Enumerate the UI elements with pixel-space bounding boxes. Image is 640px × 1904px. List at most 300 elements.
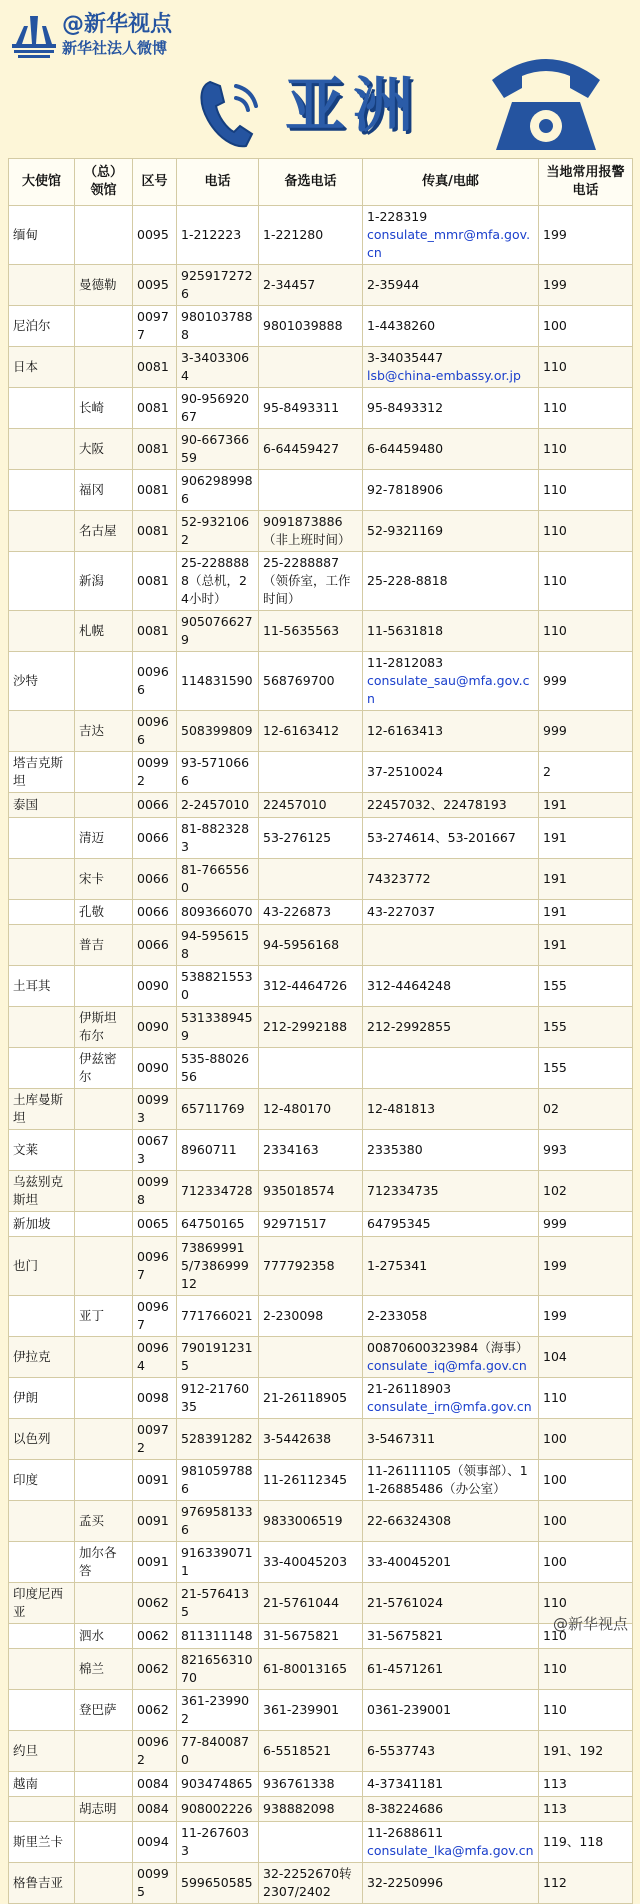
embassy-cell: 越南: [9, 1772, 75, 1797]
alt-phone-cell: 43-226873: [259, 900, 363, 925]
alt-phone-cell: 95-8493311: [259, 388, 363, 429]
police-cell: 110: [539, 1690, 633, 1731]
fax-email-cell: [363, 206, 539, 265]
fax-value: 2335380: [367, 1142, 423, 1157]
alt-phone-cell: 777792358: [259, 1237, 363, 1296]
phone-cell: 809366070: [177, 900, 259, 925]
consulate-cell: 大阪: [75, 429, 133, 470]
phone-cell: 52-9321062: [177, 511, 259, 552]
police-cell: 100: [539, 1501, 633, 1542]
embassy-cell: [9, 1007, 75, 1048]
phone-cell: 3-34033064: [177, 347, 259, 388]
police-cell: 191: [539, 900, 633, 925]
phone-cell: 77-8400870: [177, 1731, 259, 1772]
fax-value: 61-4571261: [367, 1661, 444, 1676]
fax-email-cell: [363, 793, 539, 818]
table-row: [9, 818, 633, 859]
consulate-cell: 胡志明: [75, 1797, 133, 1822]
area-code-cell: 0095: [133, 206, 177, 265]
embassy-cell: [9, 711, 75, 752]
table-row: [9, 900, 633, 925]
fax-email-cell: [363, 900, 539, 925]
fax-email-cell: [363, 1690, 539, 1731]
police-cell: 199: [539, 265, 633, 306]
fax-email-cell: [363, 859, 539, 900]
fax-email-cell: [363, 265, 539, 306]
phone-cell: 8960711: [177, 1130, 259, 1171]
embassy-cell: 乌兹别克斯坦: [9, 1171, 75, 1212]
phone-cell: 94-5956158: [177, 925, 259, 966]
phone-cell: 81-8823283: [177, 818, 259, 859]
alt-phone-cell: 2334163: [259, 1130, 363, 1171]
fax-email-cell: [363, 652, 539, 711]
fax-email-cell: [363, 1501, 539, 1542]
table-row: [9, 1007, 633, 1048]
embassy-cell: [9, 611, 75, 652]
police-cell: 110: [539, 1583, 633, 1624]
phone-cell: 11-2676033: [177, 1822, 259, 1863]
alt-phone-cell: 3-5442638: [259, 1419, 363, 1460]
embassy-cell: [9, 1690, 75, 1731]
alt-phone-cell: [259, 1337, 363, 1378]
phone-cell: 9259172726: [177, 265, 259, 306]
col-embassy: 大使馆: [9, 159, 75, 206]
consulate-cell: 加尔各答: [75, 1542, 133, 1583]
embassy-cell: [9, 1649, 75, 1690]
table-row: [9, 306, 633, 347]
email-link[interactable]: consulate_irn@mfa.gov.cn: [367, 1399, 532, 1414]
alt-phone-cell: 212-2992188: [259, 1007, 363, 1048]
area-code-cell: 0095: [133, 265, 177, 306]
police-cell: 110: [539, 470, 633, 511]
phone-cell: 908002226: [177, 1797, 259, 1822]
area-code-cell: 00962: [133, 1731, 177, 1772]
embassy-cell: [9, 1048, 75, 1089]
fax-email-cell: [363, 1583, 539, 1624]
alt-phone-cell: [259, 1822, 363, 1863]
alt-phone-cell: 25-2288887（领侨室，工作时间）: [259, 552, 363, 611]
embassy-cell: 缅甸: [9, 206, 75, 265]
police-cell: 112: [539, 1863, 633, 1904]
col-phone: 电话: [177, 159, 259, 206]
embassy-cell: 土耳其: [9, 966, 75, 1007]
fax-value: 32-2250996: [367, 1875, 444, 1890]
area-code-cell: 0098: [133, 1378, 177, 1419]
area-code-cell: 0090: [133, 1007, 177, 1048]
fax-value: 95-8493312: [367, 400, 444, 415]
police-cell: 999: [539, 652, 633, 711]
table-row: [9, 1690, 633, 1731]
phone-cell: 9801037888: [177, 306, 259, 347]
police-cell: 110: [539, 1378, 633, 1419]
embassy-cell: 约旦: [9, 1731, 75, 1772]
consulate-cell: [75, 1583, 133, 1624]
fax-value: 25-228-8818: [367, 573, 448, 588]
alt-phone-cell: 936761338: [259, 1772, 363, 1797]
police-cell: 110: [539, 511, 633, 552]
fax-value: 3-5467311: [367, 1431, 436, 1446]
consulate-cell: 登巴萨: [75, 1690, 133, 1731]
watermark: @新华视点: [552, 1615, 628, 1633]
fax-value: 12-6163413: [367, 723, 444, 738]
area-code-cell: 00964: [133, 1337, 177, 1378]
area-code-cell: 00673: [133, 1130, 177, 1171]
area-code-cell: 00998: [133, 1171, 177, 1212]
phone-cell: 25-2288888（总机，24小时）: [177, 552, 259, 611]
fax-value: 64795345: [367, 1216, 431, 1231]
embassy-cell: 塔吉克斯坦: [9, 752, 75, 793]
fax-value: 11-5631818: [367, 623, 444, 638]
embassy-cell: 新加坡: [9, 1212, 75, 1237]
fax-email-cell: [363, 1237, 539, 1296]
table-row: [9, 1649, 633, 1690]
fax-email-cell: [363, 1089, 539, 1130]
alt-phone-cell: 938882098: [259, 1797, 363, 1822]
phone-cell: 81-7665560: [177, 859, 259, 900]
police-cell: 113: [539, 1797, 633, 1822]
alt-phone-cell: 935018574: [259, 1171, 363, 1212]
fax-email-cell: [363, 1460, 539, 1501]
consulate-cell: 札幌: [75, 611, 133, 652]
embassy-cell: 也门: [9, 1237, 75, 1296]
police-cell: 155: [539, 1048, 633, 1089]
fax-value: 3-34035447: [367, 350, 444, 365]
embassy-cell: 格鲁吉亚: [9, 1863, 75, 1904]
consulate-cell: 名古屋: [75, 511, 133, 552]
consulate-cell: [75, 1822, 133, 1863]
phone-cell: 1-212223: [177, 206, 259, 265]
consulate-cell: 曼德勒: [75, 265, 133, 306]
phone-cell: 5388215530: [177, 966, 259, 1007]
consulate-cell: 孔敬: [75, 900, 133, 925]
embassy-cell: 尼泊尔: [9, 306, 75, 347]
consulate-cell: [75, 1378, 133, 1419]
table-row: [9, 1378, 633, 1419]
phone-cell: 712334728: [177, 1171, 259, 1212]
fax-email-cell: [363, 470, 539, 511]
email-link[interactable]: consulate_lka@mfa.gov.cn: [367, 1843, 534, 1858]
police-cell: 199: [539, 1237, 633, 1296]
consulate-cell: 伊斯坦布尔: [75, 1007, 133, 1048]
fax-value: 52-9321169: [367, 523, 444, 538]
fax-email-cell: [363, 1130, 539, 1171]
area-code-cell: 0066: [133, 818, 177, 859]
area-code-cell: 00993: [133, 1089, 177, 1130]
phone-cell: 361-239902: [177, 1690, 259, 1731]
fax-email-cell: [363, 925, 539, 966]
embassy-cell: 伊拉克: [9, 1337, 75, 1378]
embassy-cell: [9, 818, 75, 859]
consulate-cell: [75, 966, 133, 1007]
phone-cell: 535-8802656: [177, 1048, 259, 1089]
embassy-cell: [9, 900, 75, 925]
alt-phone-cell: 32-2252670转2307/2402: [259, 1863, 363, 1904]
consulate-cell: [75, 206, 133, 265]
fax-value: 21-26118903: [367, 1381, 452, 1396]
phone-cell: 738699915/738699912: [177, 1237, 259, 1296]
area-code-cell: 0065: [133, 1212, 177, 1237]
fax-email-cell: [363, 552, 539, 611]
table-row: [9, 652, 633, 711]
alt-phone-cell: [259, 859, 363, 900]
fax-value: 74323772: [367, 871, 431, 886]
fax-value: 1-228319: [367, 209, 428, 224]
table-row: [9, 1460, 633, 1501]
phone-cell: 65711769: [177, 1089, 259, 1130]
area-code-cell: 0081: [133, 470, 177, 511]
fax-value: 21-5761024: [367, 1595, 444, 1610]
consulate-cell: [75, 652, 133, 711]
alt-phone-cell: 11-26112345: [259, 1460, 363, 1501]
police-cell: 155: [539, 966, 633, 1007]
alt-phone-cell: 568769700: [259, 652, 363, 711]
fax-email-cell: [363, 611, 539, 652]
police-cell: 110: [539, 611, 633, 652]
consulate-cell: [75, 1419, 133, 1460]
phone-cell: 811311148: [177, 1624, 259, 1649]
alt-phone-cell: 12-480170: [259, 1089, 363, 1130]
alt-phone-cell: 1-221280: [259, 206, 363, 265]
area-code-cell: 0062: [133, 1649, 177, 1690]
police-cell: 999: [539, 711, 633, 752]
consulate-cell: [75, 1089, 133, 1130]
alt-phone-cell: 6-64459427: [259, 429, 363, 470]
police-cell: 113: [539, 1772, 633, 1797]
area-code-cell: 0066: [133, 925, 177, 966]
fax-value: 4-37341181: [367, 1776, 444, 1791]
col-consulate: （总）领馆: [75, 159, 133, 206]
area-code-cell: 0066: [133, 900, 177, 925]
table-row: [9, 611, 633, 652]
consulate-cell: 宋卡: [75, 859, 133, 900]
consulate-cell: [75, 1237, 133, 1296]
col-fax-email: 传真/电邮: [363, 159, 539, 206]
table-header-row: [9, 159, 633, 206]
police-cell: 100: [539, 306, 633, 347]
consulate-cell: 孟买: [75, 1501, 133, 1542]
table-row: [9, 752, 633, 793]
area-code-cell: 0091: [133, 1542, 177, 1583]
email-link[interactable]: consulate_iq@mfa.gov.cn: [367, 1358, 527, 1373]
alt-phone-cell: 2-230098: [259, 1296, 363, 1337]
embassy-cell: 斯里兰卡: [9, 1822, 75, 1863]
fax-value: 6-5537743: [367, 1743, 436, 1758]
police-cell: 110: [539, 347, 633, 388]
area-code-cell: 0081: [133, 429, 177, 470]
phone-cell: 82165631070: [177, 1649, 259, 1690]
alt-phone-cell: 22457010: [259, 793, 363, 818]
fax-email-cell: [363, 306, 539, 347]
area-code-cell: 0091: [133, 1460, 177, 1501]
consulate-cell: [75, 306, 133, 347]
consulate-cell: [75, 1337, 133, 1378]
police-cell: 102: [539, 1171, 633, 1212]
embassy-cell: [9, 925, 75, 966]
consulate-cell: 福冈: [75, 470, 133, 511]
police-cell: 191: [539, 818, 633, 859]
police-cell: 110: [539, 429, 633, 470]
table-row: [9, 511, 633, 552]
table-row: [9, 1731, 633, 1772]
table-row: [9, 265, 633, 306]
phone-cell: 9163390711: [177, 1542, 259, 1583]
alt-phone-cell: [259, 1048, 363, 1089]
fax-value: 1-275341: [367, 1258, 428, 1273]
area-code-cell: 0062: [133, 1624, 177, 1649]
consulate-cell: [75, 1130, 133, 1171]
email-link[interactable]: consulate_mmr@mfa.gov.cn: [367, 227, 531, 260]
police-cell: 110: [539, 1649, 633, 1690]
police-cell: 191: [539, 859, 633, 900]
fax-email-cell: [363, 1542, 539, 1583]
phone-cell: 508399809: [177, 711, 259, 752]
embassy-cell: 以色列: [9, 1419, 75, 1460]
alt-phone-cell: 361-239901: [259, 1690, 363, 1731]
area-code-cell: 00966: [133, 711, 177, 752]
police-cell: 2: [539, 752, 633, 793]
consulate-cell: 泗水: [75, 1624, 133, 1649]
fax-value: 2-35944: [367, 277, 420, 292]
fax-value: 11-2688611: [367, 1825, 444, 1840]
fax-value: 31-5675821: [367, 1628, 444, 1643]
embassy-cell: 伊朗: [9, 1378, 75, 1419]
police-cell: 100: [539, 1542, 633, 1583]
fax-email-cell: [363, 388, 539, 429]
alt-phone-cell: 6-5518521: [259, 1731, 363, 1772]
area-code-cell: 0081: [133, 611, 177, 652]
consulate-cell: [75, 347, 133, 388]
embassy-cell: 泰国: [9, 793, 75, 818]
area-code-cell: 0081: [133, 552, 177, 611]
area-code-cell: 0066: [133, 859, 177, 900]
phone-handset-icon: [196, 76, 268, 152]
police-cell: 155: [539, 1007, 633, 1048]
area-code-cell: 0091: [133, 1501, 177, 1542]
area-code-cell: 0062: [133, 1690, 177, 1731]
table-row: [9, 925, 633, 966]
embassy-cell: 印度尼西亚: [9, 1583, 75, 1624]
fax-value: 11-2812083: [367, 655, 444, 670]
table-row: [9, 1130, 633, 1171]
email-link[interactable]: lsb@china-embassy.or.jp: [367, 368, 521, 383]
area-code-cell: 0081: [133, 347, 177, 388]
phone-cell: 93-5710666: [177, 752, 259, 793]
fax-email-cell: [363, 1649, 539, 1690]
consulate-cell: [75, 1212, 133, 1237]
consulate-cell: [75, 1772, 133, 1797]
fax-email-cell: [363, 1007, 539, 1048]
phone-cell: 903474865: [177, 1772, 259, 1797]
phone-cell: 9062989986: [177, 470, 259, 511]
alt-phone-cell: 12-6163412: [259, 711, 363, 752]
table-row: [9, 1542, 633, 1583]
consulate-cell: [75, 1731, 133, 1772]
embassy-cell: [9, 388, 75, 429]
embassy-contact-table: [8, 158, 633, 1904]
table-row: [9, 859, 633, 900]
table-row: [9, 1089, 633, 1130]
consulate-cell: [75, 1171, 133, 1212]
alt-phone-cell: 9801039888: [259, 306, 363, 347]
consulate-cell: 棉兰: [75, 1649, 133, 1690]
fax-email-cell: [363, 1731, 539, 1772]
consulate-cell: 伊兹密尔: [75, 1048, 133, 1089]
consulate-cell: 长崎: [75, 388, 133, 429]
phone-cell: 90-95692067: [177, 388, 259, 429]
phone-cell: 7901912315: [177, 1337, 259, 1378]
fax-value: 11-26111105（领事部）、11-26885486（办公室）: [367, 1463, 528, 1496]
embassy-cell: 沙特: [9, 652, 75, 711]
fax-email-cell: [363, 347, 539, 388]
consulate-cell: 吉达: [75, 711, 133, 752]
embassy-cell: 文莱: [9, 1130, 75, 1171]
phone-cell: 9769581336: [177, 1501, 259, 1542]
fax-value: 6-64459480: [367, 441, 444, 456]
area-code-cell: 0062: [133, 1583, 177, 1624]
alt-phone-cell: 53-276125: [259, 818, 363, 859]
fax-value: 12-481813: [367, 1101, 436, 1116]
police-cell: 191、192: [539, 1731, 633, 1772]
alt-phone-cell: 2-34457: [259, 265, 363, 306]
area-code-cell: 00995: [133, 1863, 177, 1904]
fax-value: 92-7818906: [367, 482, 444, 497]
alt-phone-cell: [259, 347, 363, 388]
region-title: 亚洲: [285, 71, 421, 141]
consulate-cell: [75, 1863, 133, 1904]
phone-cell: 114831590: [177, 652, 259, 711]
police-cell: 02: [539, 1089, 633, 1130]
police-cell: 100: [539, 1460, 633, 1501]
police-cell: 199: [539, 206, 633, 265]
table-row: [9, 1624, 633, 1649]
fax-email-cell: [363, 1624, 539, 1649]
table-row: [9, 347, 633, 388]
fax-value: 1-4438260: [367, 318, 436, 333]
brand-name: @新华视点: [62, 12, 173, 37]
table-row: [9, 1419, 633, 1460]
phone-cell: 912-2176035: [177, 1378, 259, 1419]
email-link[interactable]: consulate_sau@mfa.gov.cn: [367, 673, 530, 706]
fax-value: 00870600323984（海事）: [367, 1340, 529, 1355]
police-cell: 993: [539, 1130, 633, 1171]
table-row: [9, 793, 633, 818]
table-row: [9, 470, 633, 511]
table-row: [9, 1501, 633, 1542]
alt-phone-cell: 94-5956168: [259, 925, 363, 966]
alt-phone-cell: 33-40045203: [259, 1542, 363, 1583]
fax-email-cell: [363, 1863, 539, 1904]
table-row: [9, 1048, 633, 1089]
fax-email-cell: [363, 1378, 539, 1419]
fax-email-cell: [363, 1822, 539, 1863]
area-code-cell: 00967: [133, 1237, 177, 1296]
telephone-icon: [486, 42, 606, 156]
area-code-cell: 0084: [133, 1772, 177, 1797]
area-code-cell: 00972: [133, 1419, 177, 1460]
fax-email-cell: [363, 1171, 539, 1212]
embassy-cell: 日本: [9, 347, 75, 388]
fax-email-cell: [363, 511, 539, 552]
phone-cell: 9050766279: [177, 611, 259, 652]
fax-value: 37-2510024: [367, 764, 444, 779]
embassy-cell: 印度: [9, 1460, 75, 1501]
col-police: 当地常用报警电话: [539, 159, 633, 206]
embassy-cell: [9, 1501, 75, 1542]
table-row: [9, 1822, 633, 1863]
fax-value: 43-227037: [367, 904, 436, 919]
table-row: [9, 1863, 633, 1904]
embassy-cell: [9, 859, 75, 900]
